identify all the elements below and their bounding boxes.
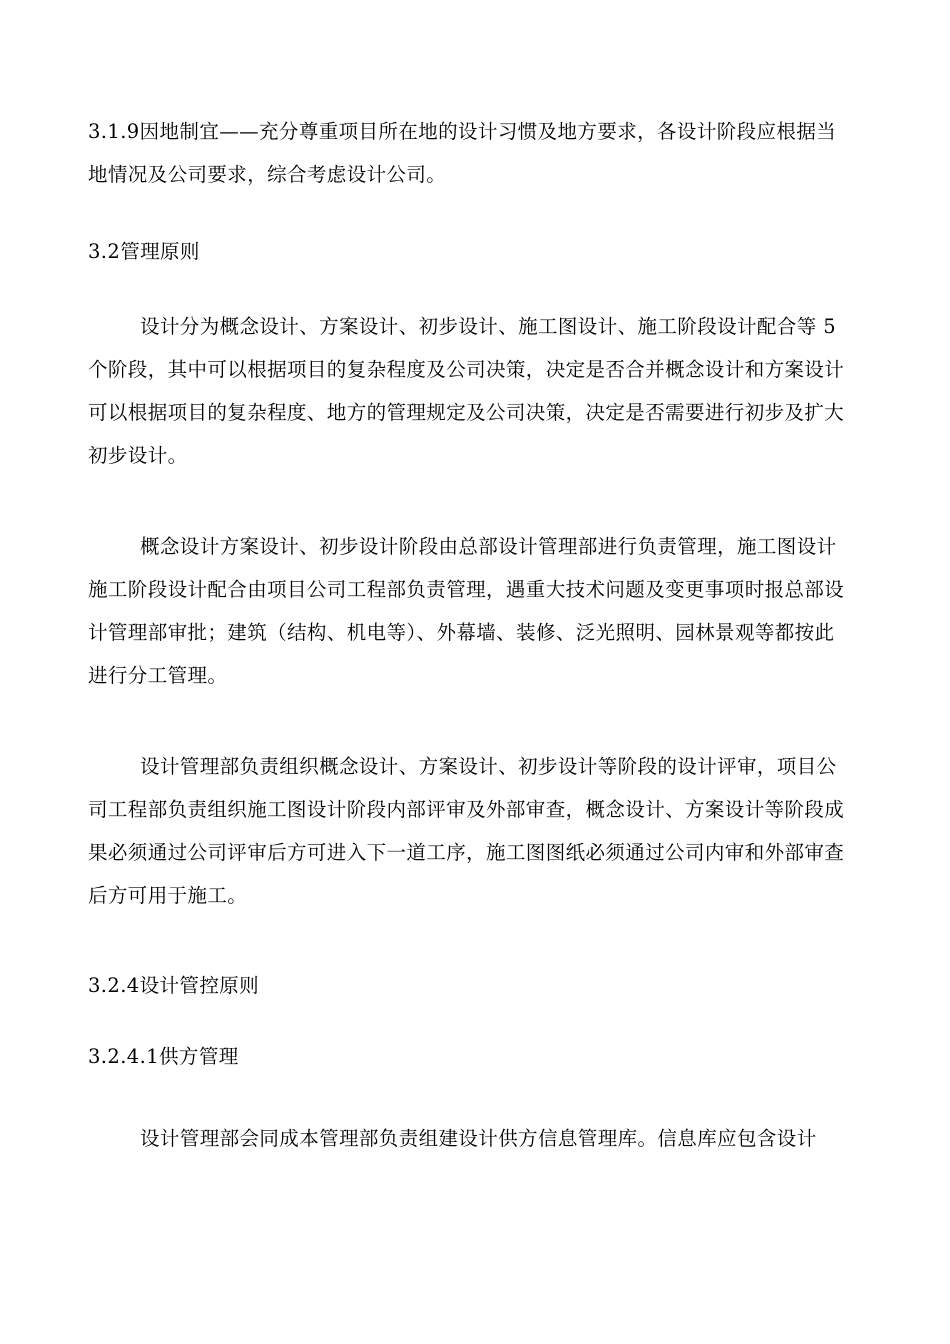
paragraph-management-division bbox=[88, 525, 868, 697]
heading-text: 3.2.4.1供方管理 bbox=[88, 1045, 239, 1068]
paragraph-line: 地情况及公司要求，综合考虑设计公司。 bbox=[88, 163, 447, 186]
paragraph-line: 3.1.9因地制宜——充分尊重项目所在地的设计习惯及地方要求，各设计阶段应根据当 bbox=[88, 120, 837, 143]
paragraph-line: 个阶段，其中可以根据项目的复杂程度及公司决策，决定是否合并概念设计和方案设计 bbox=[88, 358, 845, 381]
paragraph-line: 设计分为概念设计、方案设计、初步设计、施工图设计、施工阶段设计配合等 5 bbox=[140, 315, 837, 338]
paragraph-line: 果必须通过公司评审后方可进入下一道工序，施工图图纸必须通过公司内审和外部审查 bbox=[88, 841, 845, 864]
paragraph-3-1-9 bbox=[88, 110, 868, 196]
paragraph-line: 进行分工管理。 bbox=[88, 664, 228, 687]
paragraph-line: 概念设计方案设计、初步设计阶段由总部设计管理部进行负责管理，施工图设计 bbox=[140, 535, 837, 558]
section-heading-3-2-4 bbox=[88, 964, 868, 1007]
paragraph-line: 设计管理部负责组织概念设计、方案设计、初步设计等阶段的设计评审，项目公 bbox=[140, 755, 837, 778]
paragraph-supplier-database bbox=[88, 1117, 868, 1160]
paragraph-line: 设计管理部会同成本管理部负责组建设计供方信息管理库。信息库应包含设计 bbox=[140, 1127, 817, 1150]
paragraph-design-stages bbox=[88, 305, 868, 477]
section-heading-3-2-4-1 bbox=[88, 1035, 868, 1078]
heading-text: 3.2.4设计管控原则 bbox=[88, 974, 260, 997]
paragraph-line: 施工阶段设计配合由项目公司工程部负责管理，遇重大技术问题及变更事项时报总部设 bbox=[88, 578, 845, 601]
paragraph-line: 初步设计。 bbox=[88, 444, 188, 467]
paragraph-design-review bbox=[88, 745, 868, 917]
heading-text: 3.2管理原则 bbox=[88, 240, 200, 263]
paragraph-line: 可以根据项目的复杂程度、地方的管理规定及公司决策，决定是否需要进行初步及扩大 bbox=[88, 401, 845, 424]
section-heading-3-2 bbox=[88, 230, 868, 273]
paragraph-line: 司工程部负责组织施工图设计阶段内部评审及外部审查，概念设计、方案设计等阶段成 bbox=[88, 798, 845, 821]
paragraph-line: 后方可用于施工。 bbox=[88, 884, 248, 907]
paragraph-line: 计管理部审批；建筑（结构、机电等）、外幕墙、装修、泛光照明、园林景观等都按此 bbox=[88, 621, 835, 644]
